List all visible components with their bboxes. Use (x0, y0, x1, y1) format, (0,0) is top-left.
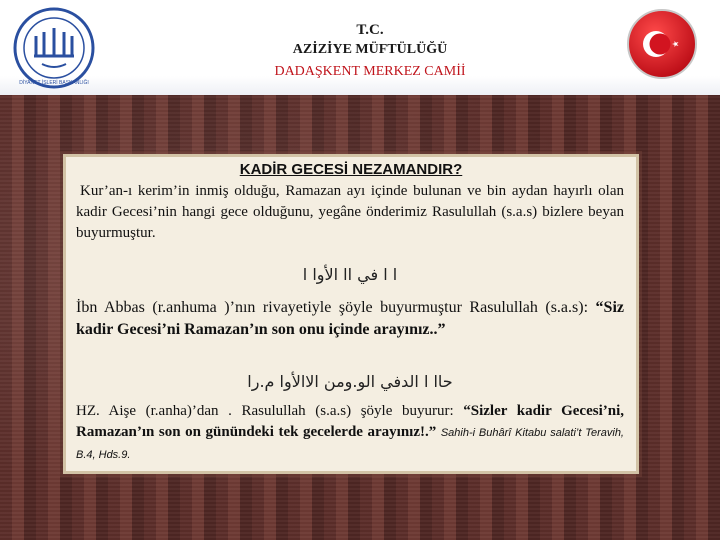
aise-quote: “Sizler kadir Gecesi’ni, Ramazan’ın son on günündeki tek gecelerde arayınız!.” (76, 403, 624, 440)
header-line-mosque: DADAŞKENT MERKEZ CAMİİ (274, 64, 466, 79)
panel-title: KADİR GECESİ NEZAMANDIR? (239, 161, 463, 178)
logo-ring-text: DİYANET İŞLERİ BAŞKANLIĞI (19, 80, 89, 86)
arabic-verse-1: ا ا في اا الأوا ا (302, 265, 398, 284)
turkish-flag-icon (626, 8, 698, 80)
paragraph-intro: Kur’an-ı kerim’in inmiş olduğu, Ramazan ayı içinde bulunan ve bin aydan hayırlı olan kadir Gecesi’nin hangi gece olduğunu, yegâne önderimiz Rasulullah (s.a.s) bizlere beyan buyurmuştur. (76, 183, 624, 241)
content-panel (63, 154, 639, 474)
ibn-abbas-quote: “Siz kadir Gecesi’ni Ramazan’ın son onu içinde arayınız..” (76, 299, 624, 338)
paragraph-aise (76, 401, 624, 466)
header-bar (0, 0, 720, 95)
ibn-abbas-intro: İbn Abbas (r.anhuma )’nın rivayetiyle şöyle buyurmuştur Rasulullah (s.a.s): (76, 299, 596, 316)
arabic-verse-2: حاا ا الدفي الو.ومن الاالأوا م.را (247, 372, 453, 391)
paragraph-ibn-abbas (76, 297, 624, 341)
hadith-source: Sahih-i Buhârî Kitabu salati’t Teravih, B.4, Hds.9. (76, 427, 624, 461)
header-line-mufti: AZİZİYE MÜFTÜLÜĞÜ (292, 42, 448, 57)
header-line-tc: T.C. (356, 22, 384, 38)
diyanet-logo-icon (12, 6, 96, 90)
aise-intro: HZ. Aişe (r.anha)’dan . Rasulullah (s.a.s) şöyle buyurur: (76, 403, 464, 419)
